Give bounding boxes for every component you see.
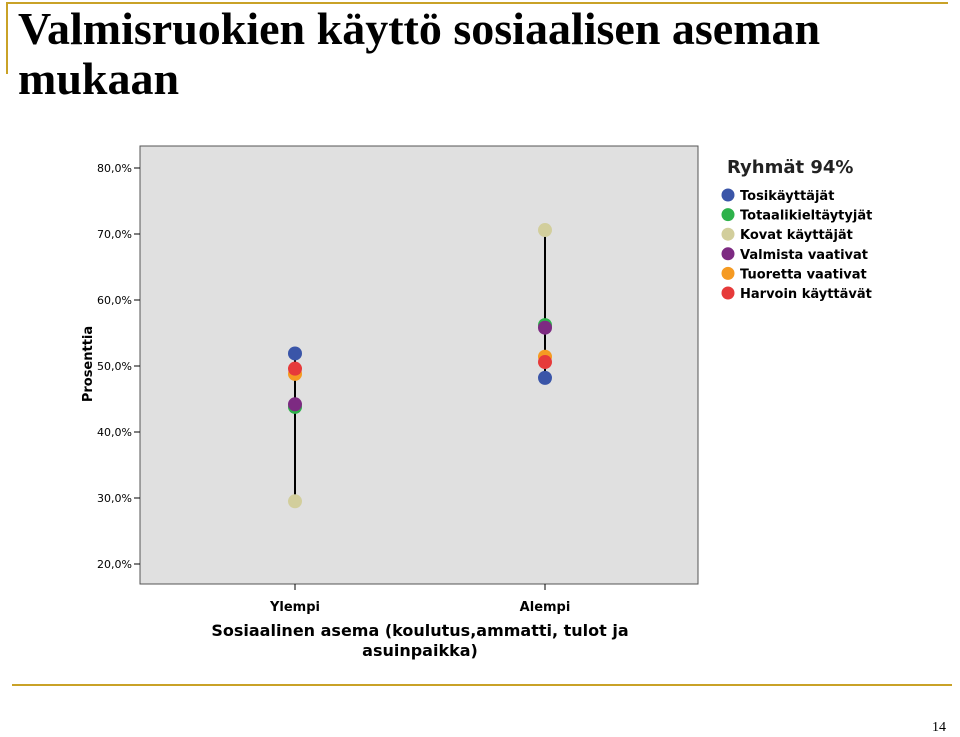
legend-marker	[722, 287, 735, 300]
data-point	[538, 371, 552, 385]
data-point	[538, 355, 552, 369]
y-tick-label: 80,0%	[97, 162, 132, 175]
y-tick-label: 30,0%	[97, 492, 132, 505]
y-tick-label: 20,0%	[97, 558, 132, 571]
slide-title: Valmisruokien käyttö sosiaalisen aseman mukaan	[18, 3, 821, 104]
legend-label: Tuoretta vaativat	[740, 267, 867, 283]
legend-label: Totaalikieltäytyjät	[740, 208, 873, 224]
data-point	[538, 321, 552, 335]
legend-title: Ryhmät 94%	[727, 157, 854, 178]
legend-marker	[722, 247, 735, 260]
bottom-accent-rule	[12, 684, 952, 686]
legend-marker	[722, 208, 735, 221]
slide-number: 14	[932, 720, 946, 735]
data-point	[288, 397, 302, 411]
x-tick-label: Ylempi	[270, 600, 320, 615]
legend-label: Harvoin käyttävät	[740, 287, 872, 302]
x-tick-label: Alempi	[519, 600, 571, 615]
legend-marker	[722, 228, 735, 241]
legend-label: Valmista vaativat	[740, 247, 868, 263]
legend-label: Tosikäyttäjät	[740, 189, 835, 204]
legend-marker	[722, 189, 735, 202]
x-axis-label: Sosiaalinen asema (koulutus,ammatti, tulot ja asuinpaikka)	[211, 621, 629, 660]
data-point	[288, 494, 302, 508]
data-point	[288, 346, 302, 360]
y-tick-label: 50,0%	[97, 360, 132, 373]
plot-area	[140, 146, 698, 584]
y-tick-label: 70,0%	[97, 228, 132, 241]
legend-marker	[722, 267, 735, 280]
legend-label: Kovat käyttäjät	[740, 228, 853, 244]
y-axis-label: Prosenttia	[81, 325, 96, 403]
data-point	[538, 223, 552, 237]
y-tick-label: 40,0%	[97, 426, 132, 439]
data-point	[288, 362, 302, 376]
y-tick-label: 60,0%	[97, 294, 132, 307]
